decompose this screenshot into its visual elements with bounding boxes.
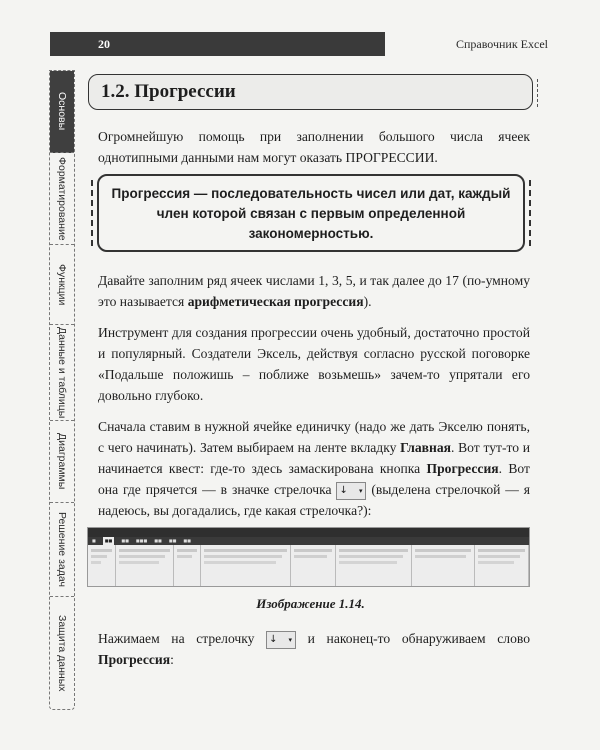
sidebar-tab-charts[interactable]: Диаграммы [50, 421, 74, 503]
ribbon-group [336, 545, 412, 587]
paragraph-2: Инструмент для создания прогрессии очень удобный, достаточно простой и популярный. Создатели Эксель, действуя согласно русской поговорке «Подальше положишь – поближе возьмешь» зачем-то упрятали его довольно глубоко. [98, 325, 530, 403]
book-title: Справочник Excel [455, 37, 548, 51]
ribbon-tab: ■■ [154, 538, 162, 543]
ribbon-group [174, 545, 202, 587]
sidebar-tab-formatting[interactable]: Форматирование [50, 153, 74, 245]
ribbon-group [201, 545, 290, 587]
ribbon-group [88, 545, 116, 587]
paragraph-4: Нажимаем на стрелочку ↓ ▾ и наконец-то обнаруживаем слово Прогрессия: [98, 631, 530, 667]
ribbon-group [116, 545, 174, 587]
chevron-down-icon: ▾ [358, 486, 363, 495]
definition-text: — последовательность чисел или дат, каждый член которой связан с первым определенной закономерностью. [156, 186, 511, 241]
page-header [50, 32, 548, 56]
ribbon-tab-selected: ■■ [104, 538, 113, 543]
sidebar-tab-data-protection[interactable]: Защита данных [56, 614, 68, 692]
term-arithmetic-progression: арифметическая прогрессия [187, 294, 364, 309]
figure-caption: Изображение 1.14. [256, 596, 365, 611]
paragraph-1: Давайте заполним ряд ячеек числами 1, 3, 5, и так далее до 17 (по-умному это называется арифметическая прогрессия). [98, 273, 530, 309]
ribbon-tab: ■■ [183, 538, 191, 543]
chapter-sidebar [49, 70, 75, 710]
ribbon-tab: ■ [92, 538, 96, 543]
excel-ribbon-screenshot [87, 527, 530, 587]
ribbon-group [412, 545, 475, 587]
ribbon-group [475, 545, 529, 587]
page-number: 20 [50, 32, 385, 56]
sidebar-tab-basics[interactable]: Основы [50, 71, 74, 153]
section-title-box [88, 74, 533, 110]
sidebar-tab-data-tables[interactable]: Данные и таблицы [50, 325, 74, 421]
intro-paragraph: Огромнейшую помощь при заполнении большого числа ячеек однотипными данными нам могут оказать ПРОГРЕССИИ. [98, 129, 530, 165]
ribbon-titlebar [88, 528, 529, 537]
sidebar-tab-functions[interactable]: Функции [50, 245, 74, 325]
ribbon-tab: ■■■ [135, 538, 148, 543]
ribbon-tab: ■■ [168, 538, 177, 543]
fill-down-icon: ↓ [339, 484, 348, 496]
fill-down-icon: ↓ [269, 633, 278, 645]
chevron-down-icon: ▾ [288, 635, 293, 644]
ribbon-group [291, 545, 336, 587]
fill-button[interactable] [336, 482, 366, 500]
definition-term: Прогрессия [111, 186, 191, 201]
sidebar-tab-problem-solving[interactable]: Решение задач [50, 503, 74, 597]
term-progression: Прогрессия [98, 652, 171, 667]
fill-button-2[interactable] [266, 631, 296, 649]
ribbon-tabs [88, 537, 529, 545]
ribbon-tab: ■■ [121, 538, 129, 543]
paragraph-3: Сначала ставим в нужной ячейке единичку (надо же дать Экселю понять, с чего начинать). Затем выбираем на ленте вкладку Главная. Вот тут-то и начинается квест: где-то здесь замаскирована кнопка Прогрессия. Вот она где прячется — в значке стрелочка ↓ ▾ (выделена стрелочкой — я надеюсь, вы догадались, где какая стрелочка?): [98, 419, 531, 518]
section-title: 1.2. Прогрессии [101, 81, 236, 102]
definition-box [97, 174, 525, 252]
